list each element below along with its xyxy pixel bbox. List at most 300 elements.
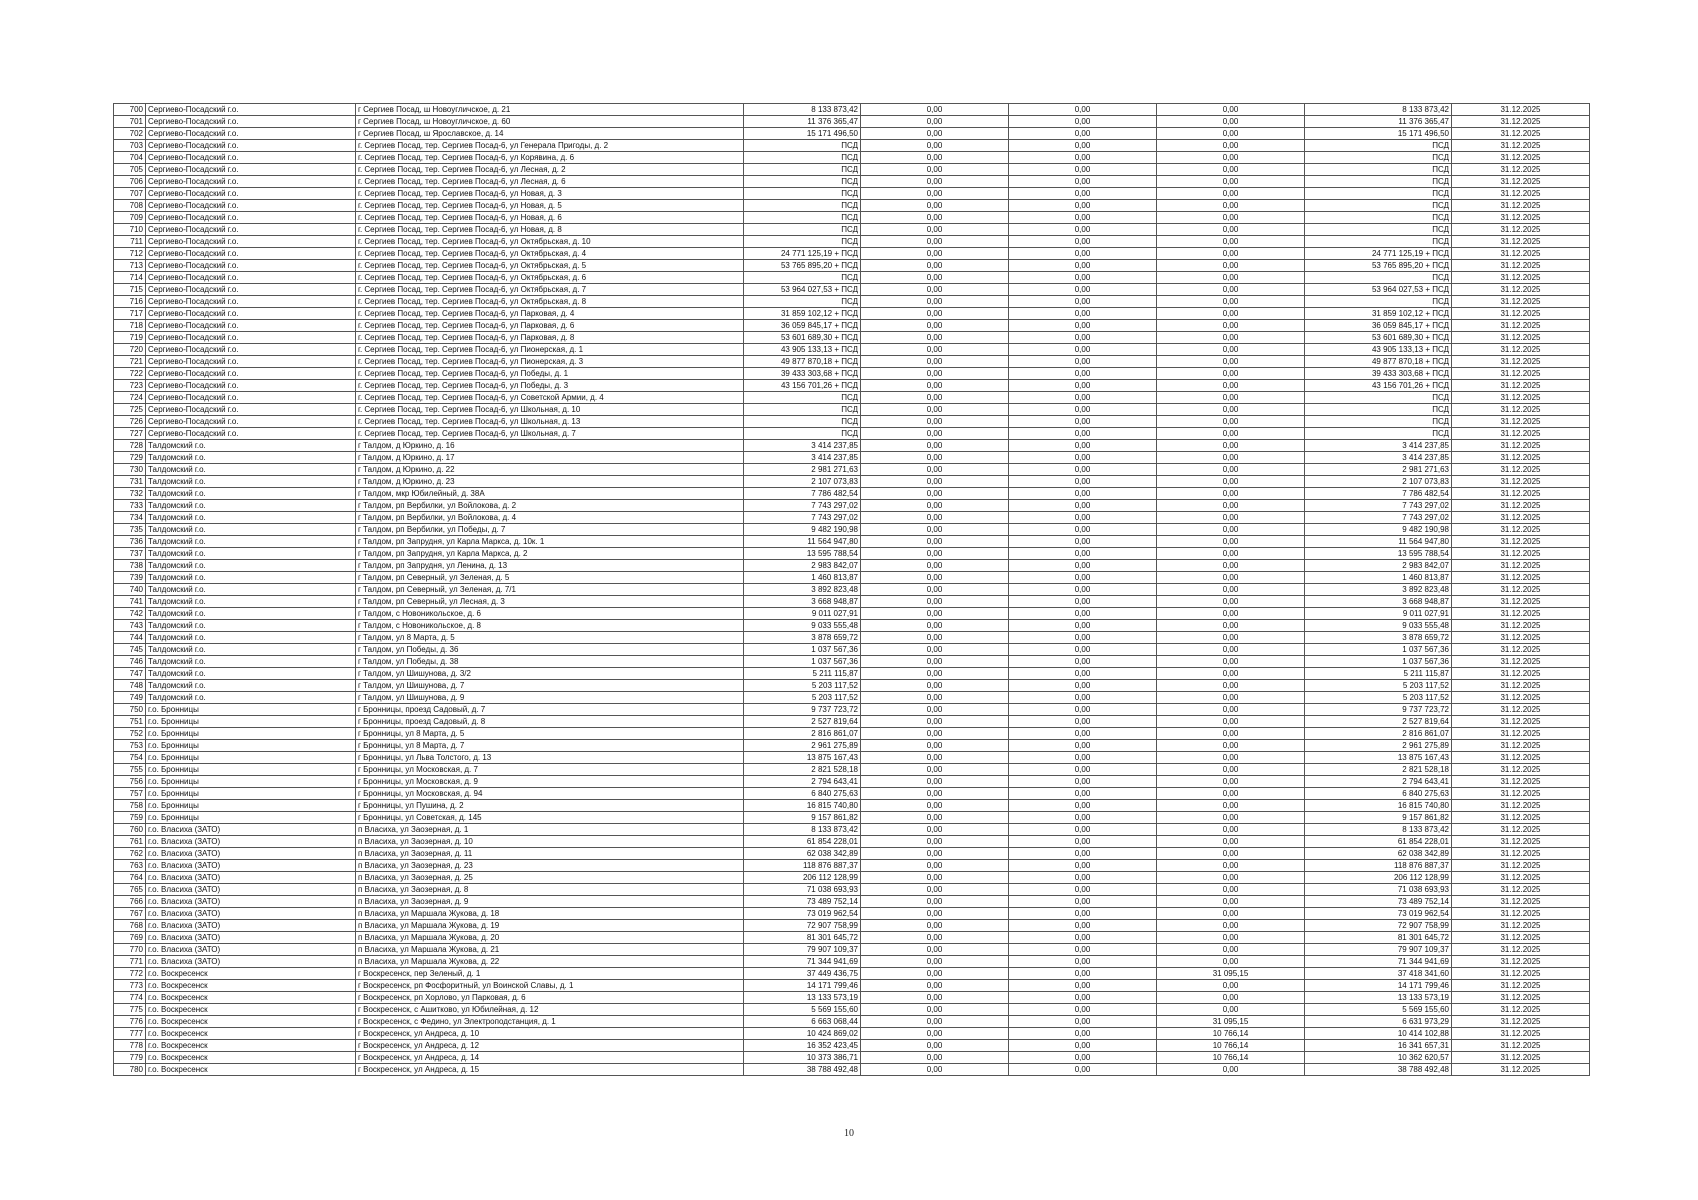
cell-address: г Воскресенск, ул Андреса, д. 15 xyxy=(356,1064,744,1076)
cell-amount-balance: 9 737 723,72 xyxy=(1305,704,1452,716)
cell-date: 31.12.2025 xyxy=(1452,716,1590,728)
cell-amount-balance: 81 301 645,72 xyxy=(1305,932,1452,944)
cell-municipality: г.о. Бронницы xyxy=(146,800,356,812)
cell-address: г Бронницы, ул Московская, д. 7 xyxy=(356,764,744,776)
cell-amount-col-3: 0,00 xyxy=(1009,656,1157,668)
cell-amount-balance: ПСД xyxy=(1305,188,1452,200)
cell-row-number: 777 xyxy=(114,1028,146,1040)
cell-row-number: 767 xyxy=(114,908,146,920)
cell-address: г Бронницы, ул Льва Толстого, д. 13 xyxy=(356,752,744,764)
cell-municipality: г.о. Воскресенск xyxy=(146,968,356,980)
cell-amount-balance: 2 961 275,89 xyxy=(1305,740,1452,752)
cell-address: г. Сергиев Посад, тер. Сергиев Посад-6, ул Школьная, д. 13 xyxy=(356,416,744,428)
table-row xyxy=(114,356,1590,368)
table-row xyxy=(114,536,1590,548)
cell-address: г Бронницы, проезд Садовый, д. 8 xyxy=(356,716,744,728)
cell-date: 31.12.2025 xyxy=(1452,392,1590,404)
cell-address: г. Сергиев Посад, тер. Сергиев Посад-6, ул Октябрьская, д. 7 xyxy=(356,284,744,296)
cell-amount-balance: 2 981 271,63 xyxy=(1305,464,1452,476)
cell-municipality: Сергиево-Посадский г.о. xyxy=(146,224,356,236)
cell-amount-balance: 6 631 973,29 xyxy=(1305,1016,1452,1028)
cell-amount-col-3: 0,00 xyxy=(1009,716,1157,728)
cell-amount-total: 61 854 228,01 xyxy=(744,836,861,848)
cell-amount-col-4: 0,00 xyxy=(1157,548,1305,560)
table-row xyxy=(114,800,1590,812)
cell-amount-col-3: 0,00 xyxy=(1009,896,1157,908)
cell-amount-col-4: 0,00 xyxy=(1157,344,1305,356)
cell-date: 31.12.2025 xyxy=(1452,284,1590,296)
cell-amount-col-2: 0,00 xyxy=(861,1040,1009,1052)
cell-amount-col-2: 0,00 xyxy=(861,692,1009,704)
cell-amount-col-2: 0,00 xyxy=(861,164,1009,176)
cell-amount-col-4: 0,00 xyxy=(1157,596,1305,608)
table-row xyxy=(114,1028,1590,1040)
table-row xyxy=(114,752,1590,764)
cell-address: г. Сергиев Посад, тер. Сергиев Посад-6, ул Новая, д. 6 xyxy=(356,212,744,224)
cell-amount-balance: 53 964 027,53 + ПСД xyxy=(1305,284,1452,296)
table-row xyxy=(114,860,1590,872)
cell-date: 31.12.2025 xyxy=(1452,584,1590,596)
cell-amount-col-3: 0,00 xyxy=(1009,128,1157,140)
cell-amount-balance: 8 133 873,42 xyxy=(1305,824,1452,836)
table-row xyxy=(114,596,1590,608)
cell-address: г Бронницы, ул 8 Марта, д. 5 xyxy=(356,728,744,740)
cell-amount-total: ПСД xyxy=(744,224,861,236)
cell-date: 31.12.2025 xyxy=(1452,140,1590,152)
cell-amount-balance: 37 418 341,60 xyxy=(1305,968,1452,980)
cell-municipality: г.о. Воскресенск xyxy=(146,992,356,1004)
cell-amount-total: 3 668 948,87 xyxy=(744,596,861,608)
cell-amount-col-2: 0,00 xyxy=(861,740,1009,752)
cell-amount-balance: 9 482 190,98 xyxy=(1305,524,1452,536)
cell-municipality: Сергиево-Посадский г.о. xyxy=(146,140,356,152)
table-row xyxy=(114,812,1590,824)
cell-amount-col-3: 0,00 xyxy=(1009,140,1157,152)
cell-amount-total: 1 037 567,36 xyxy=(744,656,861,668)
cell-amount-col-3: 0,00 xyxy=(1009,308,1157,320)
cell-amount-col-3: 0,00 xyxy=(1009,824,1157,836)
table-row xyxy=(114,728,1590,740)
cell-amount-col-4: 0,00 xyxy=(1157,284,1305,296)
table-row xyxy=(114,920,1590,932)
table-row xyxy=(114,128,1590,140)
cell-row-number: 718 xyxy=(114,320,146,332)
table-row xyxy=(114,668,1590,680)
cell-amount-balance: ПСД xyxy=(1305,404,1452,416)
cell-date: 31.12.2025 xyxy=(1452,656,1590,668)
table-row xyxy=(114,380,1590,392)
cell-amount-col-4: 0,00 xyxy=(1157,872,1305,884)
cell-date: 31.12.2025 xyxy=(1452,980,1590,992)
cell-municipality: г.о. Власиха (ЗАТО) xyxy=(146,944,356,956)
cell-amount-balance: 11 376 365,47 xyxy=(1305,116,1452,128)
cell-date: 31.12.2025 xyxy=(1452,272,1590,284)
cell-row-number: 750 xyxy=(114,704,146,716)
cell-date: 31.12.2025 xyxy=(1452,428,1590,440)
cell-amount-col-2: 0,00 xyxy=(861,1052,1009,1064)
cell-date: 31.12.2025 xyxy=(1452,1064,1590,1076)
cell-address: г Сергиев Посад, ш Новоугличское, д. 60 xyxy=(356,116,744,128)
cell-amount-col-4: 0,00 xyxy=(1157,128,1305,140)
cell-date: 31.12.2025 xyxy=(1452,236,1590,248)
cell-amount-total: 10 373 386,71 xyxy=(744,1052,861,1064)
cell-amount-total: 2 107 073,83 xyxy=(744,476,861,488)
cell-amount-total: 43 156 701,26 + ПСД xyxy=(744,380,861,392)
cell-row-number: 743 xyxy=(114,620,146,632)
cell-amount-col-3: 0,00 xyxy=(1009,728,1157,740)
cell-amount-total: 118 876 887,37 xyxy=(744,860,861,872)
cell-address: г. Сергиев Посад, тер. Сергиев Посад-6, ул Октябрьская, д. 8 xyxy=(356,296,744,308)
cell-municipality: Сергиево-Посадский г.о. xyxy=(146,128,356,140)
cell-date: 31.12.2025 xyxy=(1452,668,1590,680)
cell-municipality: г.о. Воскресенск xyxy=(146,1052,356,1064)
cell-amount-col-4: 31 095,15 xyxy=(1157,1016,1305,1028)
cell-amount-balance: 9 011 027,91 xyxy=(1305,608,1452,620)
cell-amount-total: 71 038 693,93 xyxy=(744,884,861,896)
cell-amount-col-4: 0,00 xyxy=(1157,272,1305,284)
cell-address: г. Сергиев Посад, тер. Сергиев Посад-6, ул Парковая, д. 4 xyxy=(356,308,744,320)
cell-amount-col-2: 0,00 xyxy=(861,572,1009,584)
cell-date: 31.12.2025 xyxy=(1452,728,1590,740)
cell-amount-col-2: 0,00 xyxy=(861,752,1009,764)
cell-amount-col-2: 0,00 xyxy=(861,308,1009,320)
cell-address: г. Сергиев Посад, тер. Сергиев Посад-6, ул Парковая, д. 6 xyxy=(356,320,744,332)
cell-amount-balance: 1 037 567,36 xyxy=(1305,644,1452,656)
table-row xyxy=(114,236,1590,248)
cell-amount-total: 38 788 492,48 xyxy=(744,1064,861,1076)
cell-amount-col-4: 10 766,14 xyxy=(1157,1040,1305,1052)
cell-date: 31.12.2025 xyxy=(1452,920,1590,932)
cell-address: г Воскресенск, с Ашитково, ул Юбилейная, д. 12 xyxy=(356,1004,744,1016)
cell-amount-col-3: 0,00 xyxy=(1009,596,1157,608)
cell-date: 31.12.2025 xyxy=(1452,320,1590,332)
cell-amount-col-2: 0,00 xyxy=(861,716,1009,728)
cell-amount-total: 3 414 237,85 xyxy=(744,440,861,452)
table-row xyxy=(114,980,1590,992)
cell-municipality: Талдомский г.о. xyxy=(146,440,356,452)
cell-amount-total: 3 878 659,72 xyxy=(744,632,861,644)
cell-date: 31.12.2025 xyxy=(1452,116,1590,128)
cell-row-number: 769 xyxy=(114,932,146,944)
cell-amount-balance: 24 771 125,19 + ПСД xyxy=(1305,248,1452,260)
cell-amount-col-2: 0,00 xyxy=(861,368,1009,380)
cell-amount-balance: 61 854 228,01 xyxy=(1305,836,1452,848)
cell-amount-col-3: 0,00 xyxy=(1009,1064,1157,1076)
cell-amount-balance: ПСД xyxy=(1305,176,1452,188)
cell-municipality: г.о. Воскресенск xyxy=(146,1040,356,1052)
cell-municipality: Сергиево-Посадский г.о. xyxy=(146,212,356,224)
cell-address: г Талдом, рп Вербилки, ул Победы, д. 7 xyxy=(356,524,744,536)
cell-row-number: 760 xyxy=(114,824,146,836)
data-table xyxy=(113,103,1590,1076)
cell-amount-col-4: 0,00 xyxy=(1157,752,1305,764)
cell-amount-total: ПСД xyxy=(744,200,861,212)
cell-municipality: Талдомский г.о. xyxy=(146,632,356,644)
cell-amount-col-3: 0,00 xyxy=(1009,968,1157,980)
cell-amount-col-2: 0,00 xyxy=(861,128,1009,140)
cell-row-number: 701 xyxy=(114,116,146,128)
cell-address: г. Сергиев Посад, тер. Сергиев Посад-6, ул Лесная, д. 6 xyxy=(356,176,744,188)
cell-date: 31.12.2025 xyxy=(1452,956,1590,968)
cell-date: 31.12.2025 xyxy=(1452,260,1590,272)
table-row xyxy=(114,1016,1590,1028)
cell-date: 31.12.2025 xyxy=(1452,644,1590,656)
cell-amount-total: 31 859 102,12 + ПСД xyxy=(744,308,861,320)
cell-row-number: 764 xyxy=(114,872,146,884)
cell-address: г. Сергиев Посад, тер. Сергиев Посад-6, ул Советской Армии, д. 4 xyxy=(356,392,744,404)
cell-amount-total: 3 892 823,48 xyxy=(744,584,861,596)
cell-amount-col-4: 10 766,14 xyxy=(1157,1052,1305,1064)
cell-row-number: 729 xyxy=(114,452,146,464)
cell-address: г. Сергиев Посад, тер. Сергиев Посад-6, ул Школьная, д. 7 xyxy=(356,428,744,440)
cell-amount-balance: 53 601 689,30 + ПСД xyxy=(1305,332,1452,344)
cell-amount-balance: 36 059 845,17 + ПСД xyxy=(1305,320,1452,332)
cell-amount-col-4: 0,00 xyxy=(1157,380,1305,392)
table-row xyxy=(114,248,1590,260)
cell-amount-col-4: 0,00 xyxy=(1157,224,1305,236)
cell-address: г Воскресенск, пер Зеленый, д. 1 xyxy=(356,968,744,980)
table-row xyxy=(114,224,1590,236)
cell-amount-total: 2 961 275,89 xyxy=(744,740,861,752)
cell-row-number: 717 xyxy=(114,308,146,320)
cell-amount-col-2: 0,00 xyxy=(861,344,1009,356)
cell-amount-col-3: 0,00 xyxy=(1009,344,1157,356)
cell-date: 31.12.2025 xyxy=(1452,524,1590,536)
table-row xyxy=(114,584,1590,596)
cell-row-number: 741 xyxy=(114,596,146,608)
cell-row-number: 779 xyxy=(114,1052,146,1064)
cell-row-number: 727 xyxy=(114,428,146,440)
cell-amount-col-4: 0,00 xyxy=(1157,356,1305,368)
cell-municipality: Сергиево-Посадский г.о. xyxy=(146,404,356,416)
cell-amount-total: 53 964 027,53 + ПСД xyxy=(744,284,861,296)
cell-amount-total: 2 816 861,07 xyxy=(744,728,861,740)
cell-amount-total: 3 414 237,85 xyxy=(744,452,861,464)
cell-amount-col-2: 0,00 xyxy=(861,596,1009,608)
cell-amount-balance: 13 595 788,54 xyxy=(1305,548,1452,560)
cell-date: 31.12.2025 xyxy=(1452,812,1590,824)
cell-amount-col-3: 0,00 xyxy=(1009,812,1157,824)
cell-amount-total: 11 376 365,47 xyxy=(744,116,861,128)
cell-amount-col-3: 0,00 xyxy=(1009,1028,1157,1040)
cell-amount-col-4: 0,00 xyxy=(1157,260,1305,272)
cell-amount-col-4: 0,00 xyxy=(1157,1004,1305,1016)
cell-date: 31.12.2025 xyxy=(1452,296,1590,308)
cell-amount-col-3: 0,00 xyxy=(1009,620,1157,632)
cell-amount-balance: 71 038 693,93 xyxy=(1305,884,1452,896)
cell-amount-balance: ПСД xyxy=(1305,164,1452,176)
cell-amount-col-2: 0,00 xyxy=(861,812,1009,824)
cell-amount-col-3: 0,00 xyxy=(1009,764,1157,776)
cell-amount-col-3: 0,00 xyxy=(1009,428,1157,440)
cell-row-number: 724 xyxy=(114,392,146,404)
cell-address: п Власиха, ул Маршала Жукова, д. 21 xyxy=(356,944,744,956)
cell-date: 31.12.2025 xyxy=(1452,1052,1590,1064)
table-row xyxy=(114,560,1590,572)
cell-amount-col-4: 0,00 xyxy=(1157,704,1305,716)
cell-address: г. Сергиев Посад, тер. Сергиев Посад-6, ул Новая, д. 8 xyxy=(356,224,744,236)
cell-date: 31.12.2025 xyxy=(1452,776,1590,788)
cell-row-number: 715 xyxy=(114,284,146,296)
cell-row-number: 762 xyxy=(114,848,146,860)
cell-date: 31.12.2025 xyxy=(1452,500,1590,512)
cell-address: г Воскресенск, ул Андреса, д. 14 xyxy=(356,1052,744,1064)
cell-row-number: 757 xyxy=(114,788,146,800)
cell-amount-col-3: 0,00 xyxy=(1009,404,1157,416)
cell-amount-col-4: 0,00 xyxy=(1157,452,1305,464)
cell-amount-col-2: 0,00 xyxy=(861,608,1009,620)
cell-amount-col-4: 0,00 xyxy=(1157,572,1305,584)
cell-amount-total: 2 794 643,41 xyxy=(744,776,861,788)
cell-amount-balance: 3 892 823,48 xyxy=(1305,584,1452,596)
cell-municipality: Талдомский г.о. xyxy=(146,512,356,524)
cell-amount-total: ПСД xyxy=(744,176,861,188)
cell-amount-total: 79 907 109,37 xyxy=(744,944,861,956)
cell-date: 31.12.2025 xyxy=(1452,464,1590,476)
table-row xyxy=(114,152,1590,164)
cell-amount-total: 10 424 869,02 xyxy=(744,1028,861,1040)
cell-row-number: 738 xyxy=(114,560,146,572)
cell-municipality: г.о. Власиха (ЗАТО) xyxy=(146,932,356,944)
cell-amount-col-2: 0,00 xyxy=(861,956,1009,968)
cell-amount-col-4: 0,00 xyxy=(1157,176,1305,188)
cell-date: 31.12.2025 xyxy=(1452,224,1590,236)
cell-municipality: Талдомский г.о. xyxy=(146,656,356,668)
cell-amount-col-2: 0,00 xyxy=(861,512,1009,524)
cell-amount-total: 43 905 133,13 + ПСД xyxy=(744,344,861,356)
cell-row-number: 700 xyxy=(114,104,146,116)
cell-amount-total: 9 157 861,82 xyxy=(744,812,861,824)
cell-address: г Талдом, ул Шишунова, д. 7 xyxy=(356,680,744,692)
cell-amount-col-4: 0,00 xyxy=(1157,824,1305,836)
table-row xyxy=(114,452,1590,464)
cell-amount-total: 7 743 297,02 xyxy=(744,500,861,512)
cell-date: 31.12.2025 xyxy=(1452,1004,1590,1016)
cell-municipality: г.о. Воскресенск xyxy=(146,980,356,992)
cell-amount-total: ПСД xyxy=(744,404,861,416)
cell-amount-col-2: 0,00 xyxy=(861,920,1009,932)
cell-amount-col-2: 0,00 xyxy=(861,380,1009,392)
cell-municipality: г.о. Бронницы xyxy=(146,812,356,824)
cell-address: г Бронницы, ул Московская, д. 94 xyxy=(356,788,744,800)
cell-amount-col-2: 0,00 xyxy=(861,176,1009,188)
table-row xyxy=(114,740,1590,752)
cell-date: 31.12.2025 xyxy=(1452,332,1590,344)
cell-municipality: г.о. Бронницы xyxy=(146,764,356,776)
cell-address: г Талдом, рп Северный, ул Лесная, д. 3 xyxy=(356,596,744,608)
cell-amount-total: 13 595 788,54 xyxy=(744,548,861,560)
cell-date: 31.12.2025 xyxy=(1452,1028,1590,1040)
cell-amount-balance: 71 344 941,69 xyxy=(1305,956,1452,968)
cell-municipality: Сергиево-Посадский г.о. xyxy=(146,356,356,368)
cell-amount-col-2: 0,00 xyxy=(861,800,1009,812)
cell-amount-col-3: 0,00 xyxy=(1009,872,1157,884)
cell-amount-balance: 49 877 870,18 + ПСД xyxy=(1305,356,1452,368)
cell-amount-col-4: 0,00 xyxy=(1157,1064,1305,1076)
cell-address: г Талдом, мкр Юбилейный, д. 38А xyxy=(356,488,744,500)
table-row xyxy=(114,188,1590,200)
cell-address: г Талдом, рп Запрудня, ул Ленина, д. 13 xyxy=(356,560,744,572)
cell-amount-col-3: 0,00 xyxy=(1009,608,1157,620)
cell-amount-total: ПСД xyxy=(744,392,861,404)
cell-date: 31.12.2025 xyxy=(1452,992,1590,1004)
cell-municipality: Сергиево-Посадский г.о. xyxy=(146,164,356,176)
table-row xyxy=(114,836,1590,848)
cell-date: 31.12.2025 xyxy=(1452,188,1590,200)
cell-amount-col-2: 0,00 xyxy=(861,440,1009,452)
cell-amount-col-3: 0,00 xyxy=(1009,860,1157,872)
table-row xyxy=(114,656,1590,668)
cell-amount-balance: 5 569 155,60 xyxy=(1305,1004,1452,1016)
cell-address: г. Сергиев Посад, тер. Сергиев Посад-6, ул Победы, д. 1 xyxy=(356,368,744,380)
cell-amount-col-2: 0,00 xyxy=(861,200,1009,212)
cell-amount-col-4: 0,00 xyxy=(1157,152,1305,164)
cell-amount-balance: 6 840 275,63 xyxy=(1305,788,1452,800)
cell-amount-col-4: 0,00 xyxy=(1157,104,1305,116)
cell-address: п Власиха, ул Маршала Жукова, д. 18 xyxy=(356,908,744,920)
cell-amount-balance: 118 876 887,37 xyxy=(1305,860,1452,872)
cell-row-number: 770 xyxy=(114,944,146,956)
cell-amount-col-2: 0,00 xyxy=(861,632,1009,644)
cell-amount-col-3: 0,00 xyxy=(1009,572,1157,584)
cell-amount-col-2: 0,00 xyxy=(861,764,1009,776)
cell-amount-col-4: 0,00 xyxy=(1157,740,1305,752)
cell-amount-balance: ПСД xyxy=(1305,152,1452,164)
cell-amount-col-4: 0,00 xyxy=(1157,992,1305,1004)
cell-municipality: Сергиево-Посадский г.о. xyxy=(146,428,356,440)
cell-amount-total: 36 059 845,17 + ПСД xyxy=(744,320,861,332)
cell-amount-balance: 31 859 102,12 + ПСД xyxy=(1305,308,1452,320)
cell-amount-col-2: 0,00 xyxy=(861,476,1009,488)
cell-date: 31.12.2025 xyxy=(1452,572,1590,584)
cell-amount-col-2: 0,00 xyxy=(861,584,1009,596)
cell-address: г. Сергиев Посад, тер. Сергиев Посад-6, ул Октябрьская, д. 6 xyxy=(356,272,744,284)
cell-amount-balance: 16 341 657,31 xyxy=(1305,1040,1452,1052)
cell-amount-col-4: 0,00 xyxy=(1157,956,1305,968)
cell-amount-total: ПСД xyxy=(744,428,861,440)
cell-address: г Талдом, рп Вербилки, ул Войлокова, д. 4 xyxy=(356,512,744,524)
cell-amount-col-4: 0,00 xyxy=(1157,932,1305,944)
cell-amount-col-3: 0,00 xyxy=(1009,500,1157,512)
table-row xyxy=(114,704,1590,716)
cell-amount-total: 13 875 167,43 xyxy=(744,752,861,764)
cell-amount-col-3: 0,00 xyxy=(1009,152,1157,164)
cell-amount-col-4: 0,00 xyxy=(1157,164,1305,176)
cell-municipality: Талдомский г.о. xyxy=(146,668,356,680)
cell-municipality: г.о. Бронницы xyxy=(146,740,356,752)
cell-amount-col-4: 0,00 xyxy=(1157,848,1305,860)
cell-address: г Бронницы, ул Московская, д. 9 xyxy=(356,776,744,788)
cell-date: 31.12.2025 xyxy=(1452,176,1590,188)
cell-date: 31.12.2025 xyxy=(1452,344,1590,356)
cell-amount-col-2: 0,00 xyxy=(861,188,1009,200)
cell-municipality: г.о. Воскресенск xyxy=(146,1028,356,1040)
table-row xyxy=(114,440,1590,452)
cell-address: п Власиха, ул Маршала Жукова, д. 22 xyxy=(356,956,744,968)
table-row xyxy=(114,632,1590,644)
cell-date: 31.12.2025 xyxy=(1452,932,1590,944)
cell-amount-col-4: 0,00 xyxy=(1157,140,1305,152)
cell-row-number: 716 xyxy=(114,296,146,308)
cell-amount-col-3: 0,00 xyxy=(1009,1004,1157,1016)
cell-row-number: 735 xyxy=(114,524,146,536)
cell-municipality: г.о. Власиха (ЗАТО) xyxy=(146,848,356,860)
cell-address: п Власиха, ул Заозерная, д. 25 xyxy=(356,872,744,884)
cell-amount-col-2: 0,00 xyxy=(861,452,1009,464)
cell-amount-col-3: 0,00 xyxy=(1009,524,1157,536)
cell-amount-balance: 3 414 237,85 xyxy=(1305,440,1452,452)
cell-amount-balance: 10 362 620,57 xyxy=(1305,1052,1452,1064)
